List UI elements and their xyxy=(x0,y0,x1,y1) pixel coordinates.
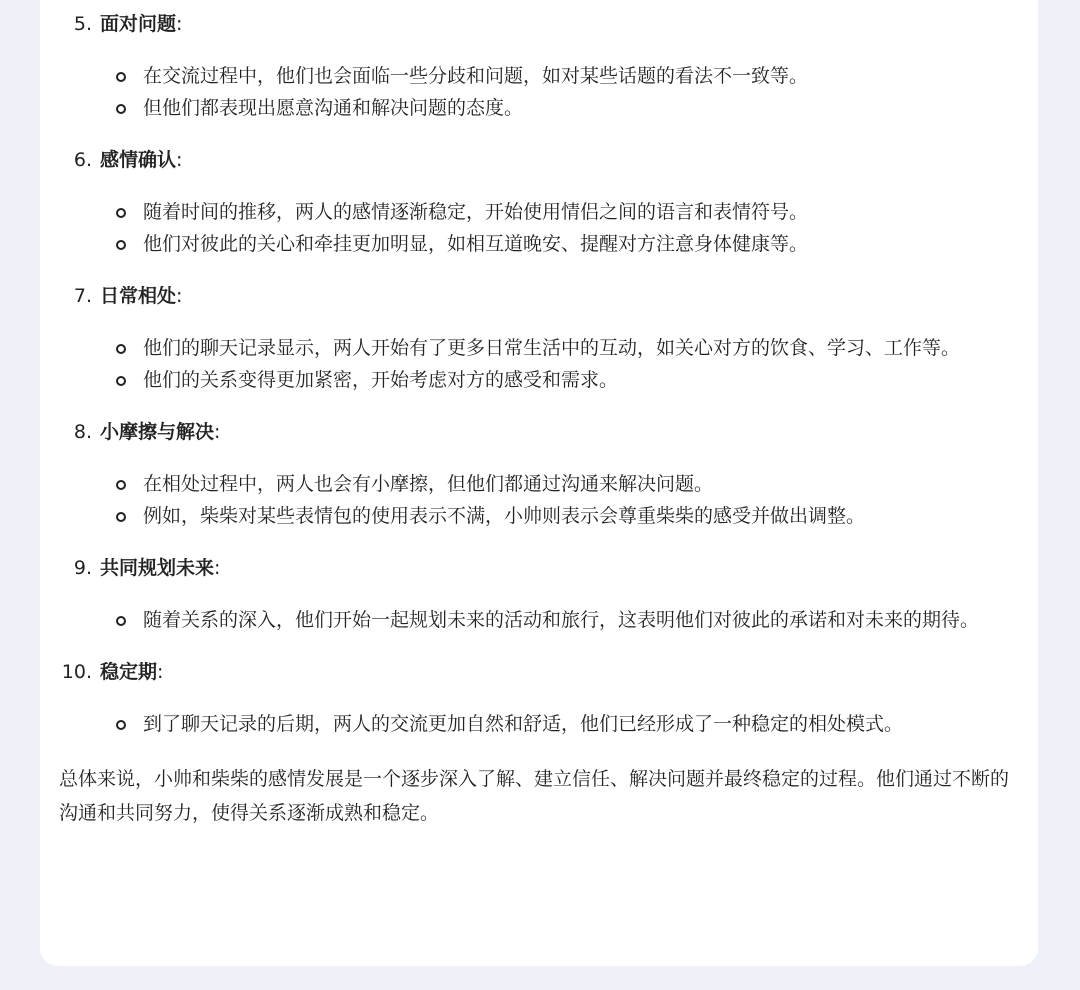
bullet-text: 但他们都表现出愿意沟通和解决问题的态度。 xyxy=(143,97,524,119)
bullet-text: 他们的聊天记录显示，两人开始有了更多日常生活中的互动，如关心对方的饮食、学习、工作等。 xyxy=(143,337,961,359)
section-colon: : xyxy=(176,149,183,171)
section-item xyxy=(40,282,1038,396)
bullet-item xyxy=(40,332,1023,364)
section-item xyxy=(40,418,1038,532)
bullet-dot-icon xyxy=(116,240,126,250)
bullet-list xyxy=(40,196,1038,260)
bullet-item xyxy=(40,60,1023,92)
section-colon: : xyxy=(176,285,183,307)
bullet-item xyxy=(40,500,1023,532)
section-heading xyxy=(40,10,1038,38)
bullet-text: 例如，柴柴对某些表情包的使用表示不满，小帅则表示会尊重柴柴的感受并做出调整。 xyxy=(143,505,866,527)
bullet-item xyxy=(40,364,1023,396)
bullet-item xyxy=(40,604,1023,636)
section-heading xyxy=(40,418,1038,446)
bullet-dot-icon xyxy=(116,72,126,82)
bullet-item xyxy=(40,708,1023,740)
section-colon: : xyxy=(214,557,221,579)
section-colon: : xyxy=(214,421,221,443)
section-heading xyxy=(40,146,1038,174)
section-title: 稳定期 xyxy=(100,661,158,683)
section-item xyxy=(40,10,1038,124)
bullet-text: 他们的关系变得更加紧密，开始考虑对方的感受和需求。 xyxy=(143,369,619,391)
bullet-dot-icon xyxy=(116,480,126,490)
section-title: 感情确认 xyxy=(100,149,177,171)
section-title: 日常相处 xyxy=(100,285,177,307)
bullet-item xyxy=(40,468,1023,500)
bullet-text: 他们对彼此的关心和牵挂更加明显，如相互道晚安、提醒对方注意身体健康等。 xyxy=(143,233,809,255)
message-content xyxy=(40,0,1038,830)
section-heading xyxy=(40,658,1038,686)
bullet-text: 在相处过程中，两人也会有小摩擦，但他们都通过沟通来解决问题。 xyxy=(143,473,714,495)
bullet-item xyxy=(40,228,1023,260)
bullet-dot-icon xyxy=(116,512,126,522)
section-number: 10. xyxy=(61,661,92,683)
bullet-item xyxy=(40,196,1023,228)
section-title: 共同规划未来 xyxy=(100,557,215,579)
summary-paragraph: 总体来说，小帅和柴柴的感情发展是一个逐步深入了解、建立信任、解决问题并最终稳定的过程。他们通过不断的沟通和共同努力，使得关系逐渐成熟和稳定。 xyxy=(59,768,1010,824)
bullet-list xyxy=(40,468,1038,532)
bullet-list xyxy=(40,60,1038,124)
bullet-dot-icon xyxy=(116,720,126,730)
section-number: 5. xyxy=(73,13,92,35)
section-item xyxy=(40,146,1038,260)
section-number: 7. xyxy=(73,285,92,307)
section-item xyxy=(40,658,1038,740)
bullet-dot-icon xyxy=(116,208,126,218)
bullet-list xyxy=(40,604,1038,636)
section-number: 6. xyxy=(73,149,92,171)
section-item xyxy=(40,554,1038,636)
message-card xyxy=(40,0,1038,966)
bullet-text: 随着时间的推移，两人的感情逐渐稳定，开始使用情侣之间的语言和表情符号。 xyxy=(143,201,809,223)
section-colon: : xyxy=(157,661,164,683)
section-title: 面对问题 xyxy=(100,13,177,35)
bullet-list xyxy=(40,332,1038,396)
bullet-dot-icon xyxy=(116,104,126,114)
bullet-list xyxy=(40,708,1038,740)
section-heading xyxy=(40,554,1038,582)
section-colon: : xyxy=(176,13,183,35)
bullet-dot-icon xyxy=(116,344,126,354)
section-number: 9. xyxy=(73,557,92,579)
section-list xyxy=(40,10,1038,740)
section-heading xyxy=(40,282,1038,310)
bullet-dot-icon xyxy=(116,376,126,386)
bullet-text: 随着关系的深入，他们开始一起规划未来的活动和旅行，这表明他们对彼此的承诺和对未来的期待。 xyxy=(143,609,980,631)
bullet-text: 到了聊天记录的后期，两人的交流更加自然和舒适，他们已经形成了一种稳定的相处模式。 xyxy=(143,713,904,735)
bullet-text: 在交流过程中，他们也会面临一些分歧和问题，如对某些话题的看法不一致等。 xyxy=(143,65,809,87)
section-title: 小摩擦与解决 xyxy=(100,421,215,443)
section-number: 8. xyxy=(73,421,92,443)
bullet-dot-icon xyxy=(116,616,126,626)
bullet-item xyxy=(40,92,1023,124)
